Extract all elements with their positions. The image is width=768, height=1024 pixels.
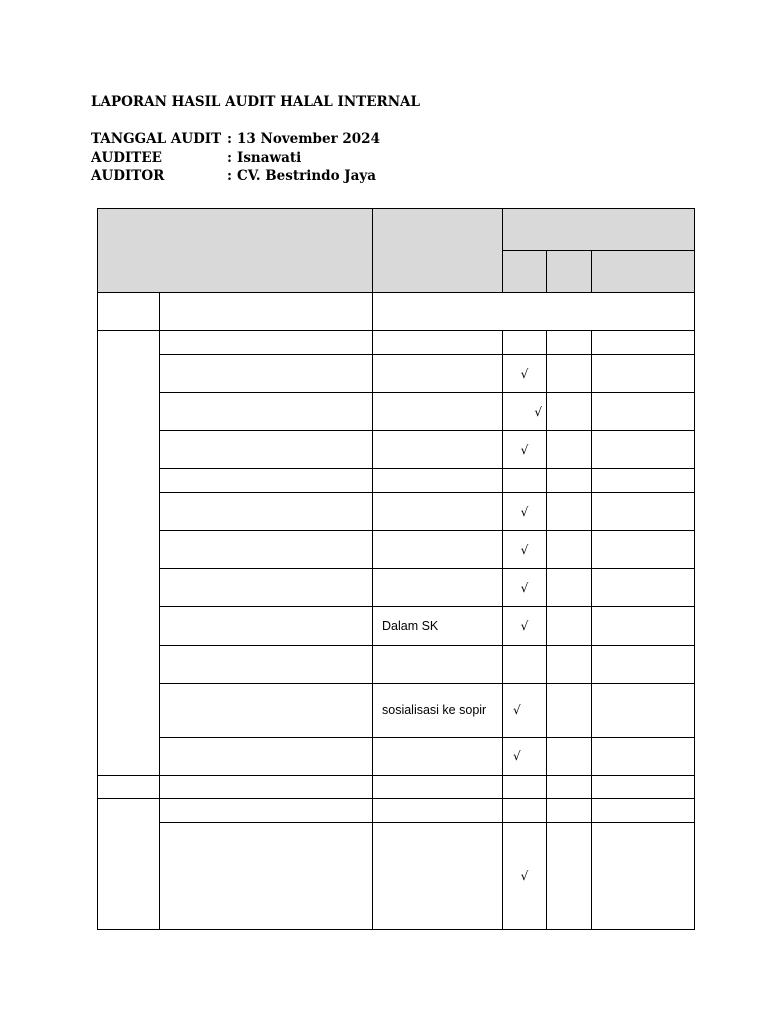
table-cell xyxy=(547,355,592,393)
check-cell: √ xyxy=(503,737,547,775)
table-row xyxy=(98,531,695,569)
meta-value-date: 13 November 2024 xyxy=(237,131,380,147)
check-cell: √ xyxy=(503,531,547,569)
note-cell xyxy=(373,531,503,569)
table-cell xyxy=(592,531,695,569)
table-row xyxy=(98,393,695,431)
note-cell xyxy=(373,331,503,355)
table-cell xyxy=(160,493,373,531)
table-row xyxy=(98,645,695,683)
table-cell xyxy=(547,822,592,929)
table-cell xyxy=(592,393,695,431)
check-cell: √ xyxy=(503,355,547,393)
table-cell xyxy=(547,607,592,645)
table-row xyxy=(98,569,695,607)
check-cell xyxy=(503,798,547,822)
table-cell xyxy=(160,822,373,929)
table-cell xyxy=(592,798,695,822)
check-cell xyxy=(503,775,547,798)
table-row xyxy=(98,683,695,737)
check-cell: √ xyxy=(503,493,547,531)
table-cell xyxy=(547,737,592,775)
report-meta xyxy=(91,130,380,186)
table-cell xyxy=(592,493,695,531)
check-cell xyxy=(503,469,547,493)
table-row xyxy=(98,822,695,929)
report-title: LAPORAN HASIL AUDIT HALAL INTERNAL xyxy=(91,94,421,110)
section-row xyxy=(98,293,695,331)
table-cell xyxy=(547,798,592,822)
table-cell xyxy=(592,355,695,393)
header-cell xyxy=(98,209,373,293)
check-cell xyxy=(503,645,547,683)
table-cell xyxy=(547,645,592,683)
table-cell xyxy=(592,431,695,469)
table-cell xyxy=(547,683,592,737)
table-cell xyxy=(160,293,373,331)
table-row xyxy=(98,493,695,531)
meta-key: AUDITEE xyxy=(91,149,162,166)
header-cell xyxy=(503,251,547,293)
note-cell xyxy=(373,469,503,493)
table-cell xyxy=(592,683,695,737)
table-cell xyxy=(160,355,373,393)
table-row xyxy=(98,331,695,355)
table-header-row xyxy=(98,209,695,251)
table-cell xyxy=(160,645,373,683)
table-cell xyxy=(98,331,160,776)
meta-row-auditee xyxy=(91,149,380,168)
meta-separator: : xyxy=(227,168,232,184)
table-cell xyxy=(98,293,160,331)
note-cell xyxy=(373,775,503,798)
table-cell xyxy=(592,607,695,645)
meta-row-auditor xyxy=(91,167,380,186)
table-cell xyxy=(547,431,592,469)
table-cell xyxy=(160,737,373,775)
table-cell xyxy=(592,331,695,355)
meta-separator: : xyxy=(227,149,232,166)
note-cell xyxy=(373,569,503,607)
meta-key: TANGGAL AUDIT xyxy=(91,131,222,147)
meta-row-date xyxy=(91,130,380,149)
table-cell xyxy=(373,293,695,331)
table-cell xyxy=(547,469,592,493)
note-cell xyxy=(373,737,503,775)
meta-value-auditee: Isnawati xyxy=(237,149,302,166)
table-cell xyxy=(547,393,592,431)
table-cell xyxy=(160,431,373,469)
audit-table xyxy=(97,208,695,930)
note-cell: Dalam SK xyxy=(373,607,503,645)
note-cell xyxy=(373,645,503,683)
table-cell xyxy=(547,531,592,569)
header-cell xyxy=(373,209,503,293)
table-cell xyxy=(592,822,695,929)
check-cell: √ xyxy=(503,569,547,607)
meta-separator: : xyxy=(227,131,232,147)
table-cell xyxy=(160,569,373,607)
header-cell xyxy=(503,209,695,251)
table-cell xyxy=(547,331,592,355)
header-cell xyxy=(592,251,695,293)
table-cell xyxy=(98,798,160,929)
table-cell xyxy=(592,737,695,775)
table-row xyxy=(98,355,695,393)
table-cell xyxy=(160,331,373,355)
table-cell xyxy=(547,569,592,607)
table-cell xyxy=(592,569,695,607)
table-cell xyxy=(160,531,373,569)
table-cell xyxy=(160,469,373,493)
table-cell xyxy=(160,607,373,645)
table-cell xyxy=(592,645,695,683)
table-cell xyxy=(592,775,695,798)
table-cell xyxy=(160,683,373,737)
check-cell: √ xyxy=(503,822,547,929)
table-row xyxy=(98,798,695,822)
note-cell xyxy=(373,431,503,469)
header-cell xyxy=(547,251,592,293)
table-row xyxy=(98,431,695,469)
note-cell xyxy=(373,822,503,929)
table-row xyxy=(98,607,695,645)
table-row xyxy=(98,737,695,775)
table-cell xyxy=(160,393,373,431)
check-cell xyxy=(503,331,547,355)
note-cell xyxy=(373,355,503,393)
note-cell xyxy=(373,798,503,822)
check-cell: √ xyxy=(503,683,547,737)
table-cell xyxy=(547,775,592,798)
table-cell xyxy=(98,775,160,798)
table-cell xyxy=(160,775,373,798)
meta-value-auditor: CV. Bestrindo Jaya xyxy=(237,168,377,184)
note-cell xyxy=(373,493,503,531)
table-row xyxy=(98,775,695,798)
note-cell xyxy=(373,393,503,431)
note-cell: sosialisasi ke sopir xyxy=(373,683,503,737)
check-cell: √ xyxy=(503,393,547,431)
meta-key: AUDITOR xyxy=(91,168,165,184)
table-cell xyxy=(160,798,373,822)
table-cell xyxy=(547,493,592,531)
table-cell xyxy=(592,469,695,493)
check-cell: √ xyxy=(503,431,547,469)
check-cell: √ xyxy=(503,607,547,645)
table-row xyxy=(98,469,695,493)
